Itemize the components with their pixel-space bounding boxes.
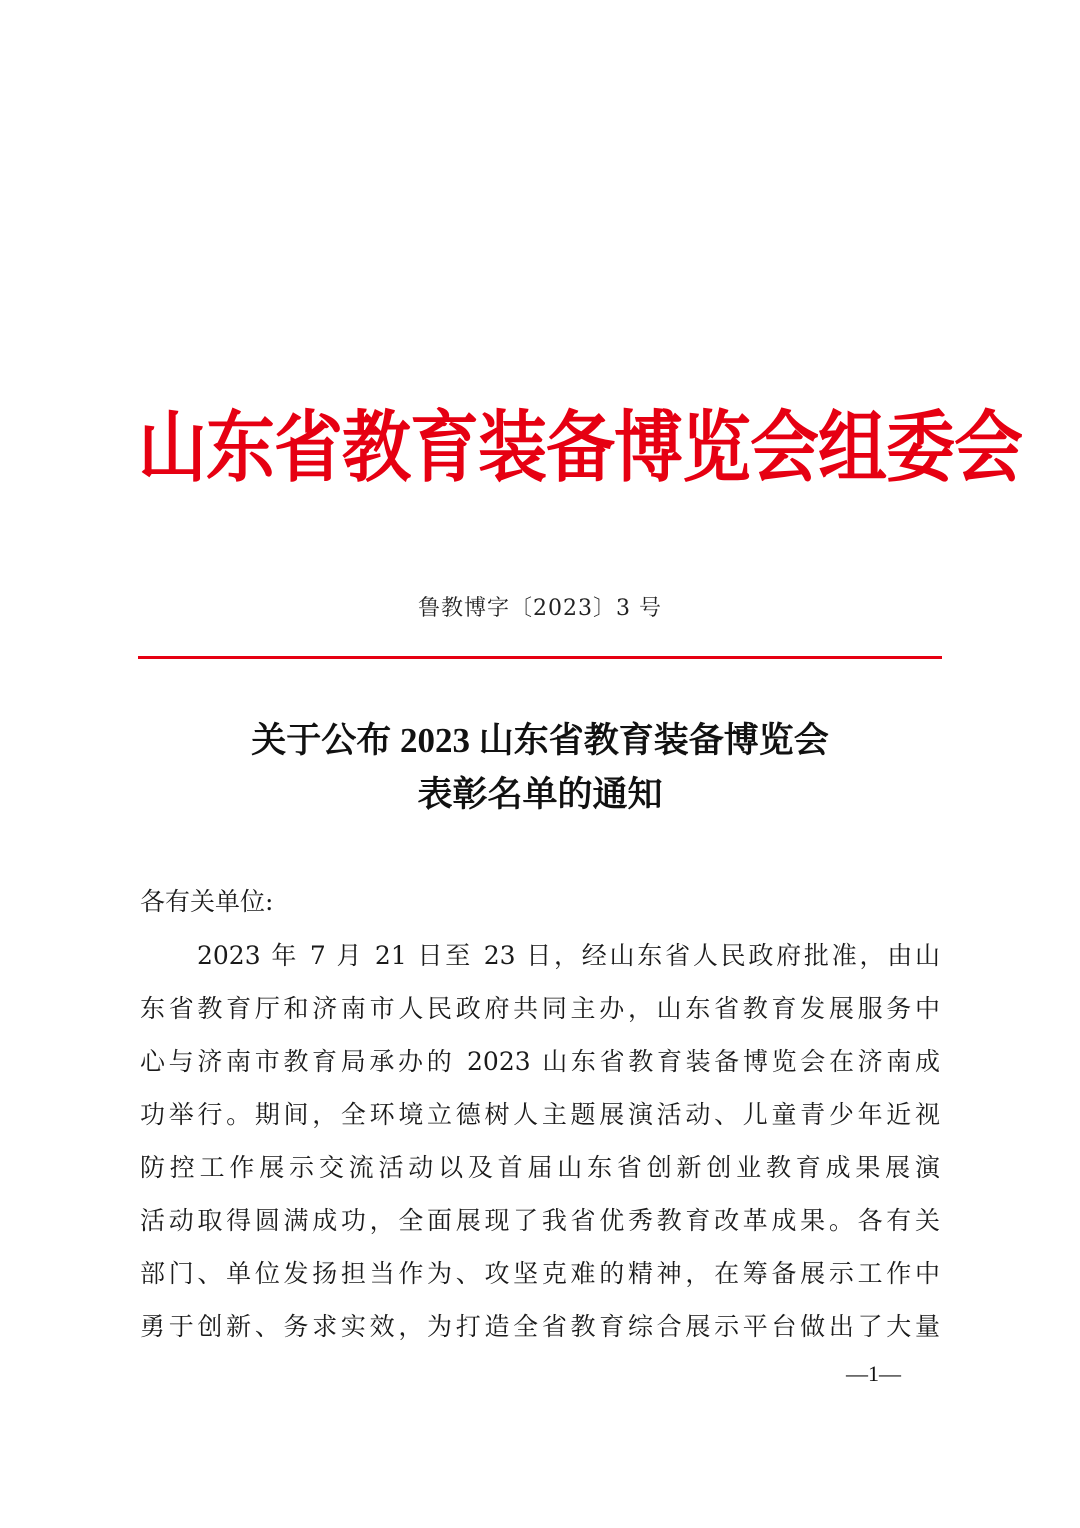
body-line: 心与济南市教育局承办的 2023 山东省教育装备博览会在济南成 xyxy=(140,1047,940,1076)
body-line: 东省教育厅和济南市人民政府共同主办，山东省教育发展服务中 xyxy=(140,994,940,1023)
red-separator-line xyxy=(138,656,942,659)
document-title xyxy=(138,714,942,822)
body-paragraph xyxy=(140,934,940,1358)
organization-header: 山东省教育装备博览会组委会 xyxy=(138,405,1022,491)
title-line-1: 关于公布 2023 山东省教育装备博览会 xyxy=(251,721,829,760)
body-line: 活动取得圆满成功，全面展现了我省优秀教育改革成果。各有关 xyxy=(140,1206,940,1235)
body-line: 防控工作展示交流活动以及首届山东省创新创业教育成果展演 xyxy=(140,1153,940,1182)
body-line: 功举行。期间，全环境立德树人主题展演活动、儿童青少年近视 xyxy=(140,1100,940,1129)
document-number: 鲁教博字〔2023〕3 号 xyxy=(418,596,662,621)
salutation: 各有关单位: xyxy=(140,887,274,916)
title-line-2: 表彰名单的通知 xyxy=(417,775,663,814)
body-line: 部门、单位发扬担当作为、攻坚克难的精神，在筹备展示工作中 xyxy=(140,1259,940,1288)
body-line: 勇于创新、务求实效，为打造全省教育综合展示平台做出了大量 xyxy=(140,1312,940,1341)
page-number: —1— xyxy=(846,1361,901,1386)
body-line: 2023 年 7 月 21 日至 23 日，经山东省人民政府批准，由山 xyxy=(197,941,940,970)
